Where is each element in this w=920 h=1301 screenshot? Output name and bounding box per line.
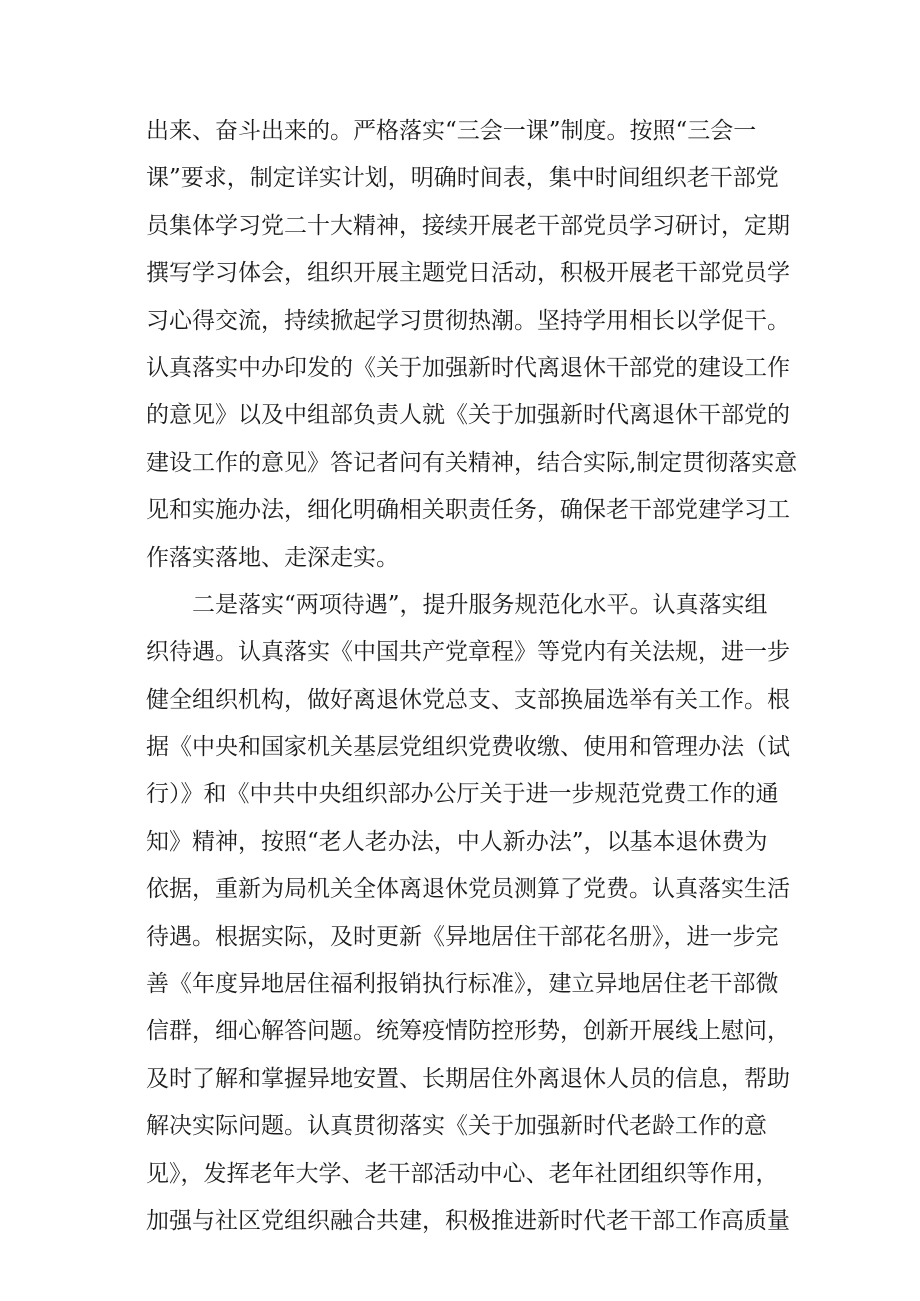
text-line-23: 见》，发挥老年大学、老干部活动中心、老年社团组织等作用， bbox=[146, 1160, 779, 1187]
text-line-12: 织待遇。认真落实《中国共产党章程》等党内有关法规，进一步 bbox=[146, 639, 790, 666]
text-line-2: 课”要求，制定详实计划，明确时间表，集中时间组织老干部党 bbox=[146, 165, 779, 192]
text-line-21: 及时了解和掌握异地安置、长期居住外离退休人员的信息，帮助 bbox=[146, 1065, 790, 1092]
document-body bbox=[146, 108, 798, 1245]
text-line-17: 依据，重新为局机关全体离退休党员测算了党费。认真落实生活 bbox=[146, 876, 790, 903]
text-line-16: 知》精神，按照“老人老办法，中人新办法”，以基本退休费为 bbox=[146, 828, 768, 855]
text-line-4: 撰写学习体会，组织开展主题党日活动，积极开展老干部党员学 bbox=[146, 260, 790, 287]
paragraph-2-first-line: 二是落实“两项待遇”，提升服务规范化水平。认真落实组 bbox=[192, 591, 768, 618]
text-line-7: 的意见》以及中组部负责人就《关于加强新时代离退休干部党的 bbox=[146, 402, 790, 429]
text-line-5: 习心得交流，持续掀起学习贯彻热潮。坚持学用相长以学促干。 bbox=[146, 307, 790, 334]
text-line-20: 信群，细心解答问题。统筹疫情防控形势，创新开展线上慰问， bbox=[146, 1018, 790, 1045]
text-line-19: 善《年度异地居住福利报销执行标准》，建立异地居住老干部微 bbox=[146, 971, 779, 998]
text-line-13: 健全组织机构，做好离退休党总支、支部换届选举有关工作。根 bbox=[146, 686, 790, 713]
text-line-1: 出来、奋斗出来的。严格落实“三会一课”制度。按照“三会一 bbox=[146, 118, 757, 144]
text-line-10: 作落实落地、走深走实。 bbox=[146, 544, 399, 571]
text-line-3: 员集体学习党二十大精神，接续开展老干部党员学习研讨，定期 bbox=[146, 212, 790, 239]
text-line-18: 待遇。根据实际，及时更新《异地居住干部花名册》，进一步完 bbox=[146, 923, 779, 950]
text-line-9: 见和实施办法，细化明确相关职责任务，确保老干部党建学习工 bbox=[146, 497, 790, 524]
text-line-15: 行）》和《中共中央组织部办公厅关于进一步规范党费工作的通 bbox=[146, 781, 779, 808]
text-line-14: 据《中央和国家机关基层党组织党费收缴、使用和管理办法（试 bbox=[146, 734, 790, 761]
text-line-22: 解决实际问题。认真贯彻落实《关于加强新时代老龄工作的意 bbox=[146, 1113, 767, 1140]
text-line-8: 建设工作的意见》答记者问有关精神，结合实际,制定贯彻落实意 bbox=[146, 449, 798, 476]
text-line-24: 加强与社区党组织融合共建，积极推进新时代老干部工作高质量 bbox=[146, 1207, 790, 1234]
text-line-6: 认真落实中办印发的《关于加强新时代离退休干部党的建设工作 bbox=[146, 354, 790, 381]
